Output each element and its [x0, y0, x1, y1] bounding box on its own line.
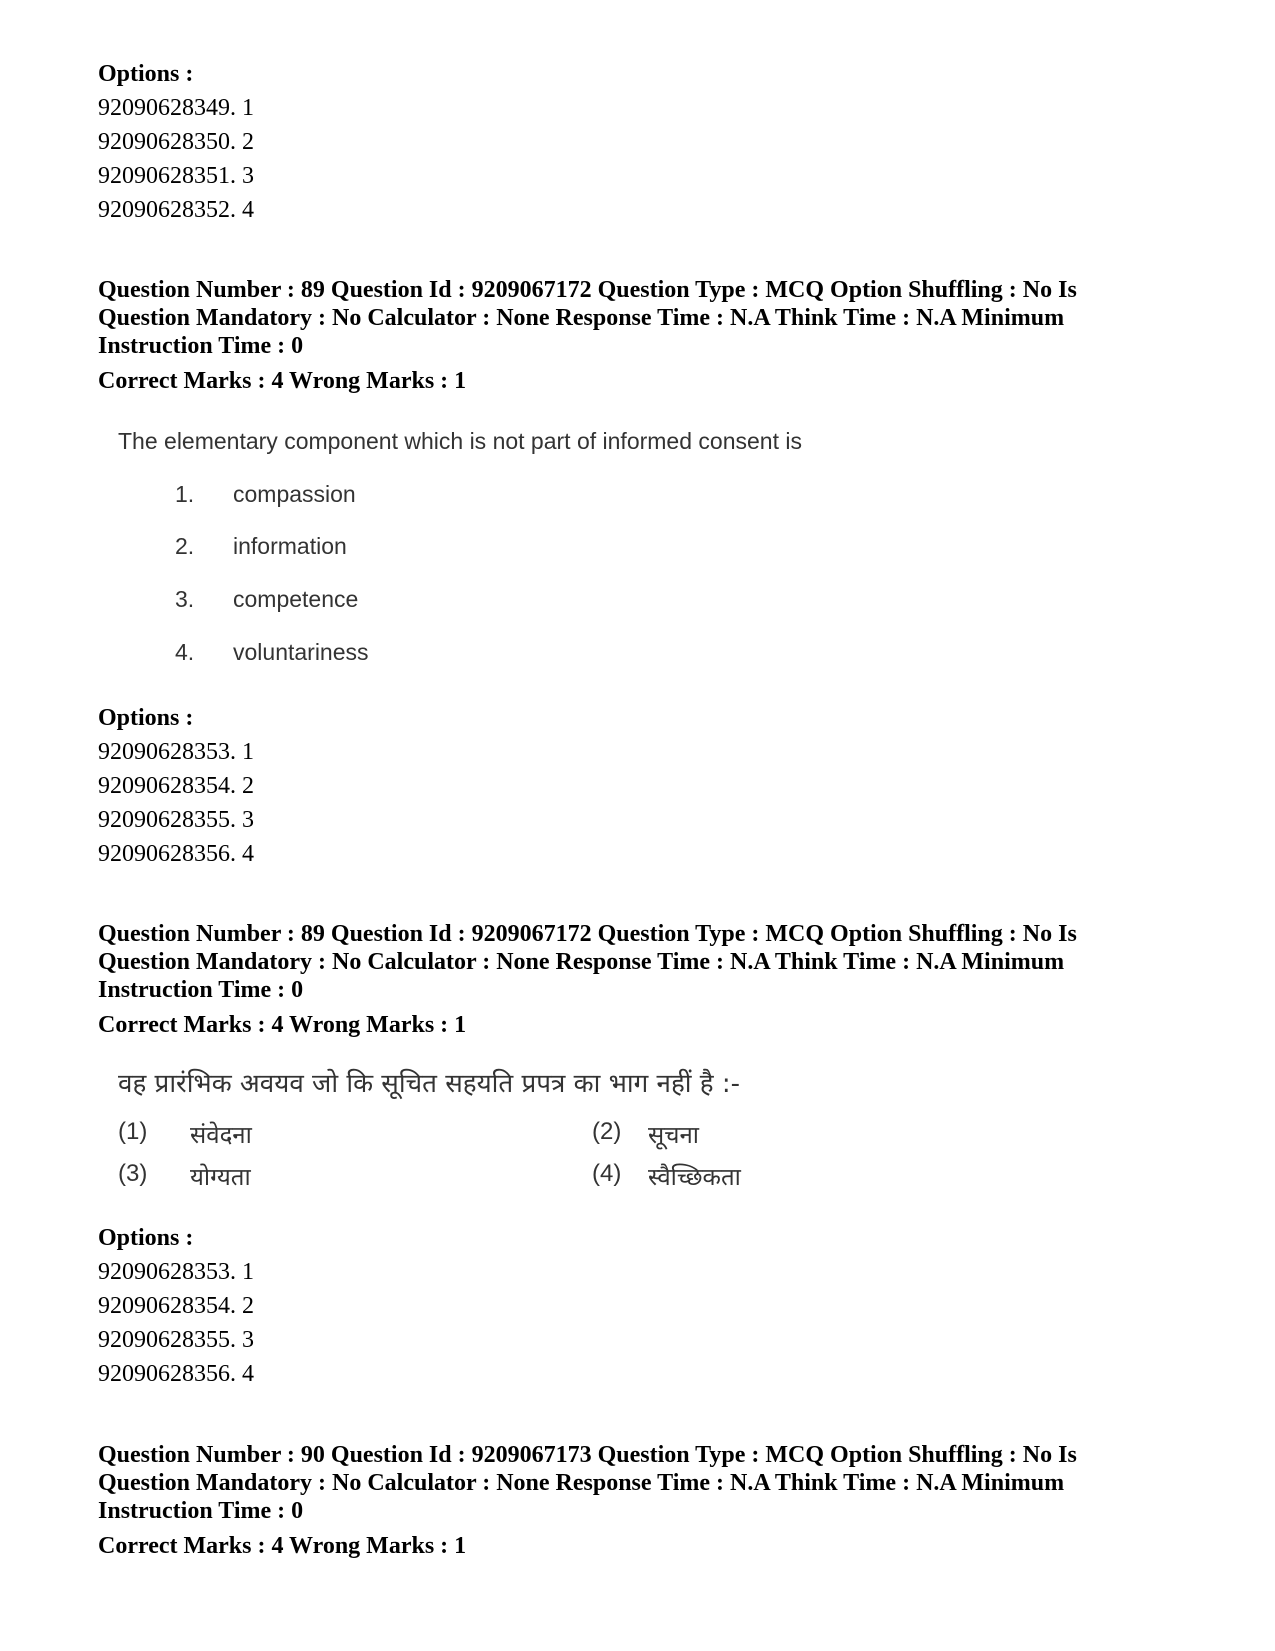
question-header — [98, 920, 1218, 1039]
choice-number: 3. — [175, 586, 195, 612]
choice-number: (4) — [592, 1160, 622, 1187]
options-heading: Options : — [98, 61, 194, 87]
options-block — [98, 59, 254, 227]
question-stem: वह प्रारंभिक अवयव जो कि सूचित सहयति प्रपत्र का भाग नहीं है :- — [118, 1069, 741, 1099]
question-meta-line: Question Number : 89 Question Id : 9209067172 Question Type : MCQ Option Shuffling : No Is — [98, 921, 1077, 947]
option-item: 92090628349. 1 — [98, 95, 254, 121]
option-item: 92090628355. 3 — [98, 807, 254, 833]
option-item: 92090628352. 4 — [98, 197, 254, 223]
options-block — [98, 703, 254, 871]
option-item: 92090628351. 3 — [98, 163, 254, 189]
choice-text: voluntariness — [233, 639, 369, 665]
question-stem: The elementary component which is not part of informed consent is — [118, 428, 802, 454]
question-header — [98, 1441, 1218, 1560]
choice-number: (1) — [118, 1118, 148, 1145]
choice-number: 2. — [175, 533, 195, 559]
question-meta-line: Instruction Time : 0 — [98, 977, 304, 1003]
question-meta-line: Question Number : 90 Question Id : 9209067173 Question Type : MCQ Option Shuffling : No Is — [98, 1442, 1077, 1468]
question-meta-line: Question Mandatory : No Calculator : None Response Time : N.A Think Time : N.A Minimum — [98, 949, 1065, 975]
choice-number: (3) — [118, 1160, 148, 1187]
choice-text: information — [233, 533, 347, 559]
choice-text: सूचना — [648, 1121, 699, 1149]
question-meta-line: Question Mandatory : No Calculator : None Response Time : N.A Think Time : N.A Minimum — [98, 1470, 1065, 1496]
options-block — [98, 1223, 254, 1391]
choice-text: योग्यता — [190, 1163, 251, 1191]
choice-text: competence — [233, 586, 359, 612]
choice-text: compassion — [233, 481, 356, 507]
question-marks: Correct Marks : 4 Wrong Marks : 1 — [98, 1012, 467, 1038]
option-item: 92090628350. 2 — [98, 129, 254, 155]
option-item: 92090628356. 4 — [98, 841, 254, 867]
choice-number: 1. — [175, 481, 195, 507]
choice-number: (2) — [592, 1118, 622, 1145]
choice-number: 4. — [175, 639, 195, 665]
option-item: 92090628354. 2 — [98, 773, 254, 799]
choice-text: स्वैच्छिकता — [648, 1163, 741, 1191]
question-meta-line: Question Mandatory : No Calculator : None Response Time : N.A Think Time : N.A Minimum — [98, 305, 1065, 331]
question-marks: Correct Marks : 4 Wrong Marks : 1 — [98, 368, 467, 394]
option-item: 92090628356. 4 — [98, 1361, 254, 1387]
question-marks: Correct Marks : 4 Wrong Marks : 1 — [98, 1533, 467, 1559]
choice-text: संवेदना — [190, 1121, 252, 1149]
option-item: 92090628355. 3 — [98, 1327, 254, 1353]
option-item: 92090628353. 1 — [98, 1259, 254, 1285]
question-header — [98, 276, 1218, 395]
option-item: 92090628353. 1 — [98, 739, 254, 765]
question-meta-line: Instruction Time : 0 — [98, 333, 304, 359]
question-meta-line: Question Number : 89 Question Id : 9209067172 Question Type : MCQ Option Shuffling : No Is — [98, 277, 1077, 303]
question-meta-line: Instruction Time : 0 — [98, 1498, 304, 1524]
option-item: 92090628354. 2 — [98, 1293, 254, 1319]
options-heading: Options : — [98, 1225, 194, 1251]
options-heading: Options : — [98, 705, 194, 731]
